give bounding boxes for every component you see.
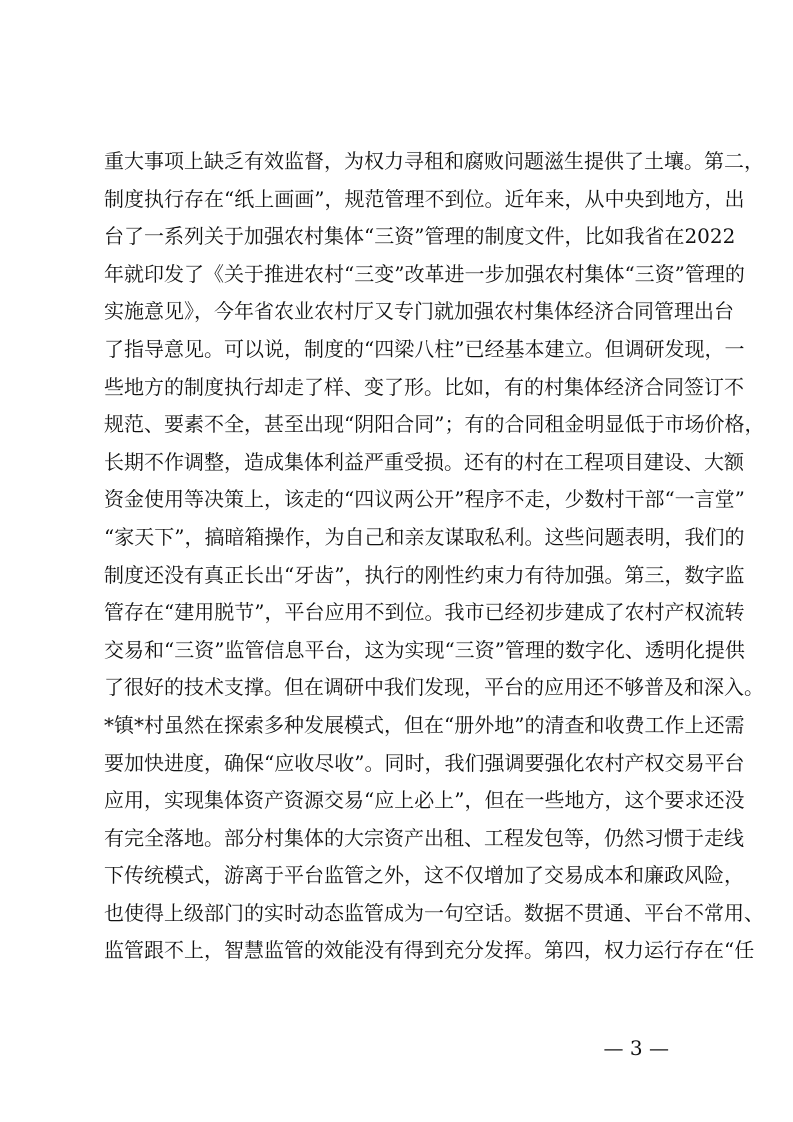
- page-number: — 3 —: [603, 1036, 669, 1060]
- text-line: 交易和“三资”监管信息平台，这为实现“三资”管理的数字化、透明化提供: [104, 637, 745, 662]
- text-line: 年就印发了《关于推进农村“三变”改革进一步加强农村集体“三资”管理的: [104, 261, 745, 286]
- text-line: 下传统模式，游离于平台监管之外，这不仅增加了交易成本和廉政风险，: [104, 863, 744, 888]
- text-line: 有完全落地。部分村集体的大宗资产出租、工程发包等，仍然习惯于走线: [104, 825, 744, 850]
- text-line: 制度执行存在“纸上画画”，规范管理不到位。近年来，从中央到地方，出: [104, 186, 745, 211]
- text-line: 台了一系列关于加强农村集体“三资”管理的制度文件，比如我省在2022: [104, 224, 736, 249]
- text-line: “家天下”，搞暗箱操作，为自己和亲友谋取私利。这些问题表明，我们的: [104, 524, 745, 549]
- text-line: 资金使用等决策上，该走的“四议两公开”程序不走，少数村干部“一言堂”: [104, 487, 745, 512]
- text-line: 规范、要素不全，甚至出现“阴阳合同”；有的合同租金明显低于市场价格，: [104, 412, 765, 437]
- text-line: 监管跟不上，智慧监管的效能没有得到充分发挥。第四，权力运行存在“任: [104, 938, 755, 963]
- text-line: *镇*村虽然在探索多种发展模式，但在“册外地”的清查和收费工作上还需: [104, 712, 745, 737]
- text-line: 要加快进度，确保“应收尽收”。同时，我们强调要强化农村产权交易平台: [104, 750, 745, 775]
- text-line: 管存在“建用脱节”，平台应用不到位。我市已经初步建成了农村产权流转: [104, 600, 745, 625]
- text-line: 应用，实现集体资产资源交易“应上必上”，但在一些地方，这个要求还没: [104, 788, 745, 813]
- text-line: 也使得上级部门的实时动态监管成为一句空话。数据不贯通、平台不常用、: [104, 900, 764, 925]
- text-line: 了很好的技术支撑。但在调研中我们发现，平台的应用还不够普及和深入。: [104, 675, 764, 700]
- text-line: 了指导意见。可以说，制度的“四梁八柱”已经基本建立。但调研发现，一: [104, 336, 745, 361]
- text-line: 制度还没有真正长出“牙齿”，执行的刚性约束力有待加强。第三，数字监: [104, 562, 745, 587]
- text-line: 重大事项上缺乏有效监督，为权力寻租和腐败问题滋生提供了土壤。第二，: [104, 149, 764, 173]
- text-line: 些地方的制度执行却走了样、变了形。比如，有的村集体经济合同签订不: [104, 374, 744, 399]
- body-text: [104, 143, 765, 970]
- text-line: 实施意见》，今年省农业农村厅又专门就加强农村集体经济合同管理出台: [104, 299, 734, 324]
- text-line: 长期不作调整，造成集体利益严重受损。还有的村在工程项目建设、大额: [104, 449, 744, 474]
